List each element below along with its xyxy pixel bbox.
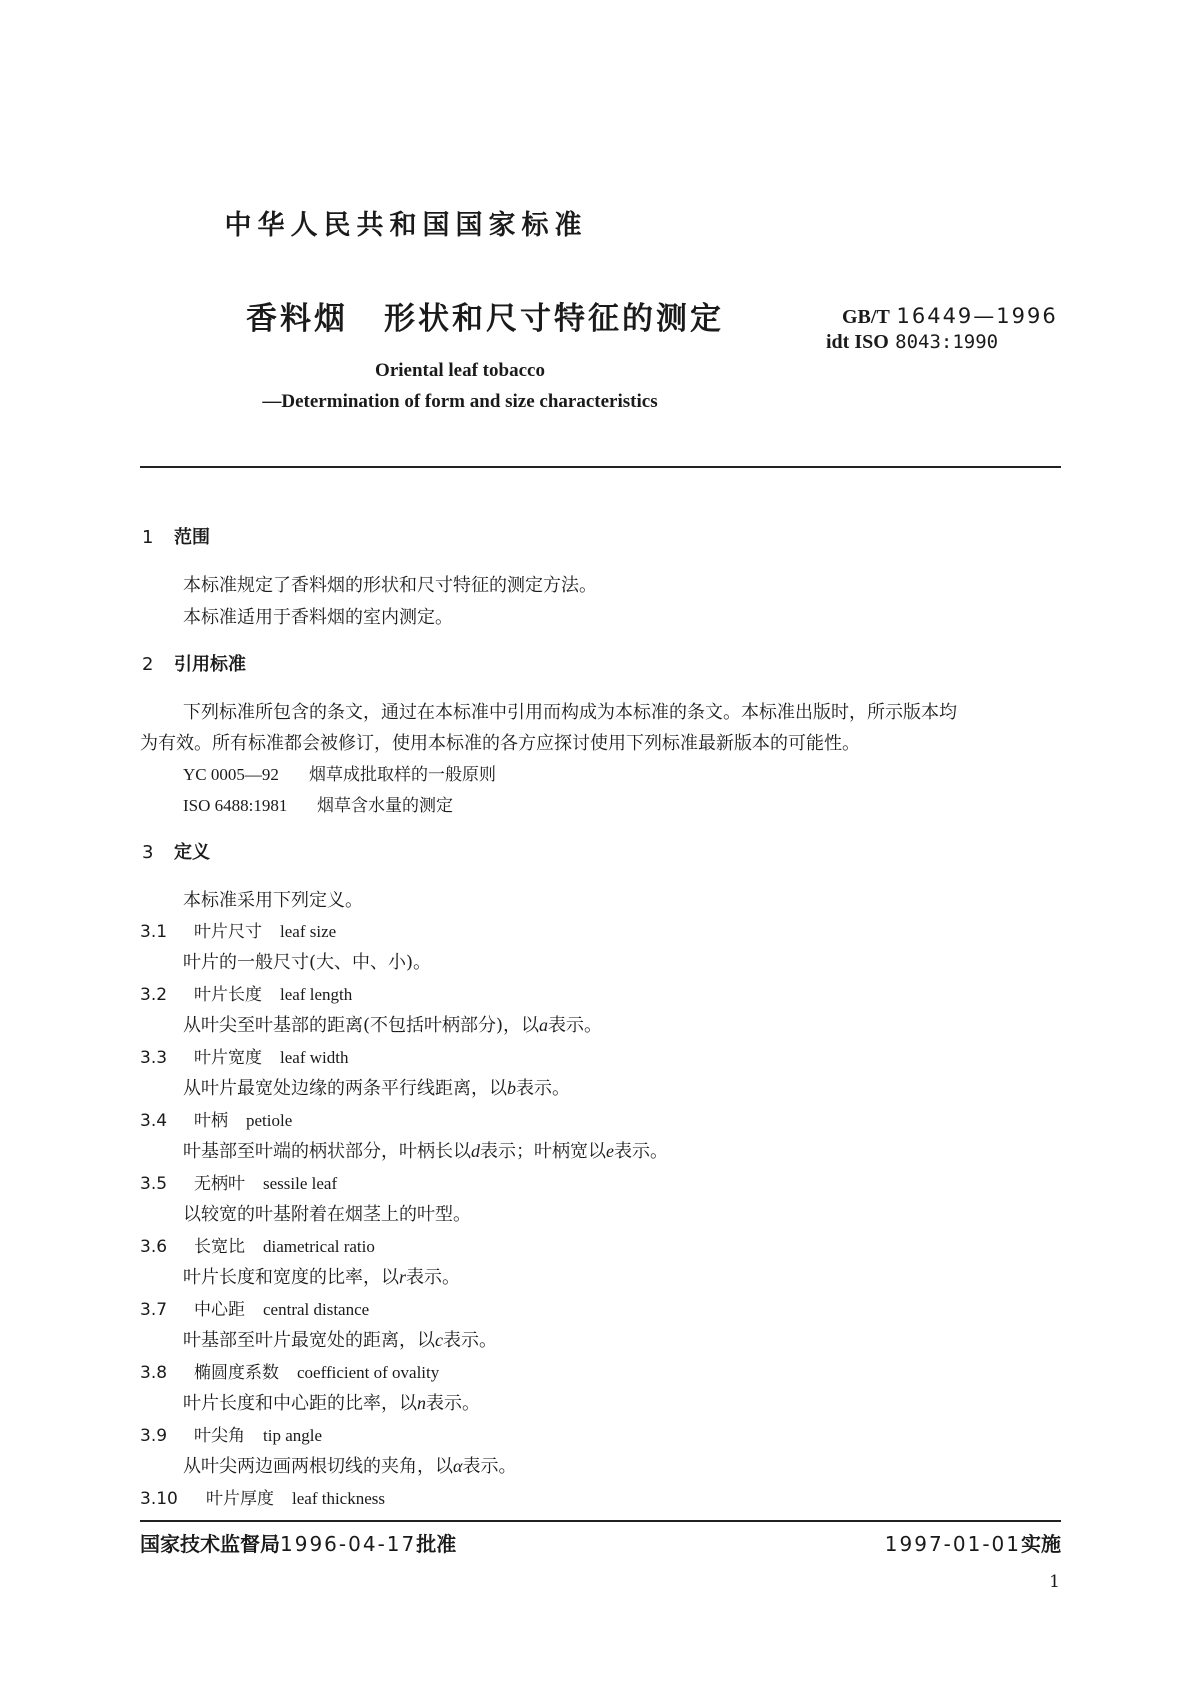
definition-text: 表示。	[406, 1267, 461, 1288]
section-title: 引用标准	[174, 654, 246, 675]
term-3-3	[140, 1043, 348, 1068]
term-cn: 叶片长度	[194, 985, 262, 1005]
reference-title: 烟草成批取样的一般原则	[309, 765, 496, 785]
effective-line	[885, 1528, 1061, 1557]
term-definition	[183, 1326, 497, 1352]
term-cn: 椭圆度系数	[194, 1363, 279, 1383]
term-definition	[183, 1263, 460, 1289]
definition-text: 叶片长度和宽度的比率，以	[183, 1267, 399, 1288]
symbol: n	[417, 1393, 426, 1413]
term-en: coefficient of ovality	[297, 1363, 440, 1382]
symbol: b	[507, 1078, 516, 1098]
idt-prefix: idt ISO	[826, 331, 889, 353]
section-number: 3	[142, 842, 154, 863]
term-en: diametrical ratio	[263, 1237, 375, 1256]
definition-text: 表示。	[443, 1330, 497, 1351]
paragraph: 本标准采用下列定义。	[183, 890, 363, 911]
term-cn: 叶柄	[194, 1111, 228, 1131]
term-number: 3.10	[140, 1489, 178, 1509]
term-en: tip angle	[263, 1426, 323, 1445]
symbol: a	[539, 1015, 549, 1035]
section-1-heading	[142, 523, 210, 549]
term-en: sessile leaf	[263, 1174, 338, 1193]
term-definition	[183, 1452, 516, 1478]
term-3-9	[140, 1421, 322, 1446]
term-cn: 叶片厚度	[206, 1489, 274, 1509]
symbol: α	[453, 1456, 463, 1476]
term-3-2	[140, 980, 352, 1005]
reference-item	[183, 760, 496, 785]
term-3-10	[140, 1484, 385, 1509]
term-number: 3.8	[140, 1363, 168, 1383]
section-2-heading	[142, 650, 246, 676]
reference-item	[183, 791, 453, 816]
term-number: 3.1	[140, 922, 168, 942]
term-en: leaf width	[280, 1048, 349, 1067]
term-3-7	[140, 1295, 369, 1320]
page-number: 1	[1049, 1572, 1060, 1592]
approval-word: 批准	[416, 1532, 457, 1556]
document-title	[246, 293, 724, 338]
symbol: r	[399, 1267, 407, 1287]
term-number: 3.4	[140, 1111, 168, 1131]
term-definition: 叶片的一般尺寸(大、中、小)。	[183, 952, 432, 973]
term-3-5	[140, 1169, 337, 1194]
idt-number: 8043:1990	[895, 331, 999, 353]
approval-date: 1996-04-17	[280, 1532, 417, 1556]
term-definition: 以较宽的叶基附着在烟茎上的叶型。	[183, 1204, 471, 1225]
definition-text: 从叶尖至叶基部的距离(不包括叶柄部分)，以	[183, 1015, 540, 1036]
term-cn: 中心距	[194, 1300, 245, 1320]
term-en: petiole	[246, 1111, 293, 1130]
title-part-1: 香料烟	[246, 301, 348, 337]
standard-code-number: 16449—1996	[896, 304, 1058, 328]
reference-code: YC 0005—92	[183, 765, 279, 784]
english-title-line-1: Oriental leaf tobacco	[375, 360, 545, 381]
effective-word: 实施	[1021, 1532, 1061, 1556]
symbol: c	[435, 1330, 443, 1350]
approval-org: 国家技术监督局	[140, 1532, 280, 1556]
term-3-1	[140, 917, 336, 942]
footer-divider	[140, 1520, 1061, 1522]
term-3-8	[140, 1358, 439, 1383]
section-number: 1	[142, 527, 154, 548]
section-title: 定义	[174, 842, 210, 863]
section-title: 范围	[174, 527, 210, 548]
term-3-6	[140, 1232, 375, 1257]
approval-line	[140, 1528, 456, 1557]
definition-text: 从叶尖两边画两根切线的夹角，以	[183, 1456, 453, 1477]
definition-text: 表示。	[614, 1141, 668, 1162]
english-title-line-2: —Determination of form and size characteristics	[262, 391, 658, 412]
definition-text: 表示。	[462, 1456, 517, 1477]
section-number: 2	[142, 654, 154, 675]
term-cn: 无柄叶	[194, 1174, 245, 1194]
definition-text: 表示；叶柄宽以	[480, 1141, 606, 1162]
term-cn: 长宽比	[194, 1237, 245, 1257]
term-en: leaf length	[280, 985, 353, 1004]
title-part-2: 形状和尺寸特征的测定	[384, 301, 724, 337]
term-en: central distance	[263, 1300, 370, 1319]
term-number: 3.6	[140, 1237, 168, 1257]
paragraph: 本标准适用于香料烟的室内测定。	[183, 607, 453, 628]
definition-text: 表示。	[516, 1078, 570, 1099]
standard-code-prefix: GB/T	[842, 306, 890, 328]
definition-text: 叶基部至叶片最宽处的距离，以	[183, 1330, 435, 1351]
identical-standard	[826, 329, 998, 354]
paragraph: 本标准规定了香料烟的形状和尺寸特征的测定方法。	[183, 575, 597, 596]
term-3-4	[140, 1106, 292, 1131]
paragraph: 为有效。所有标准都会被修订，使用本标准的各方应探讨使用下列标准最新版本的可能性。	[140, 733, 860, 754]
term-number: 3.9	[140, 1426, 168, 1446]
paragraph: 下列标准所包含的条文，通过在本标准中引用而构成为本标准的条文。本标准出版时，所示版本均	[183, 702, 957, 723]
term-en: leaf size	[280, 922, 337, 941]
term-number: 3.2	[140, 985, 168, 1005]
effective-date: 1997-01-01	[884, 1532, 1021, 1556]
term-number: 3.3	[140, 1048, 168, 1068]
symbol: e	[606, 1141, 614, 1161]
section-3-heading	[142, 838, 210, 864]
term-cn: 叶片宽度	[194, 1048, 262, 1068]
reference-code: ISO 6488:1981	[183, 796, 288, 815]
term-cn: 叶片尺寸	[194, 922, 262, 942]
term-definition	[183, 1074, 570, 1100]
term-number: 3.7	[140, 1300, 168, 1320]
definition-text: 从叶片最宽处边缘的两条平行线距离，以	[183, 1078, 507, 1099]
term-definition	[183, 1011, 602, 1037]
definition-text: 表示。	[548, 1015, 603, 1036]
symbol: d	[471, 1141, 480, 1161]
term-cn: 叶尖角	[194, 1426, 245, 1446]
definition-text: 叶片长度和中心距的比率，以	[183, 1393, 417, 1414]
term-definition	[183, 1389, 480, 1415]
definition-text: 叶基部至叶端的柄状部分，叶柄长以	[183, 1141, 471, 1162]
definition-text: 表示。	[426, 1393, 480, 1414]
header-divider	[140, 466, 1061, 468]
term-definition	[183, 1137, 668, 1163]
term-number: 3.5	[140, 1174, 168, 1194]
reference-title: 烟草含水量的测定	[317, 796, 453, 816]
term-en: leaf thickness	[292, 1489, 385, 1508]
standard-code	[842, 304, 1058, 329]
national-standard-heading: 中华人民共和国国家标准	[224, 210, 588, 241]
